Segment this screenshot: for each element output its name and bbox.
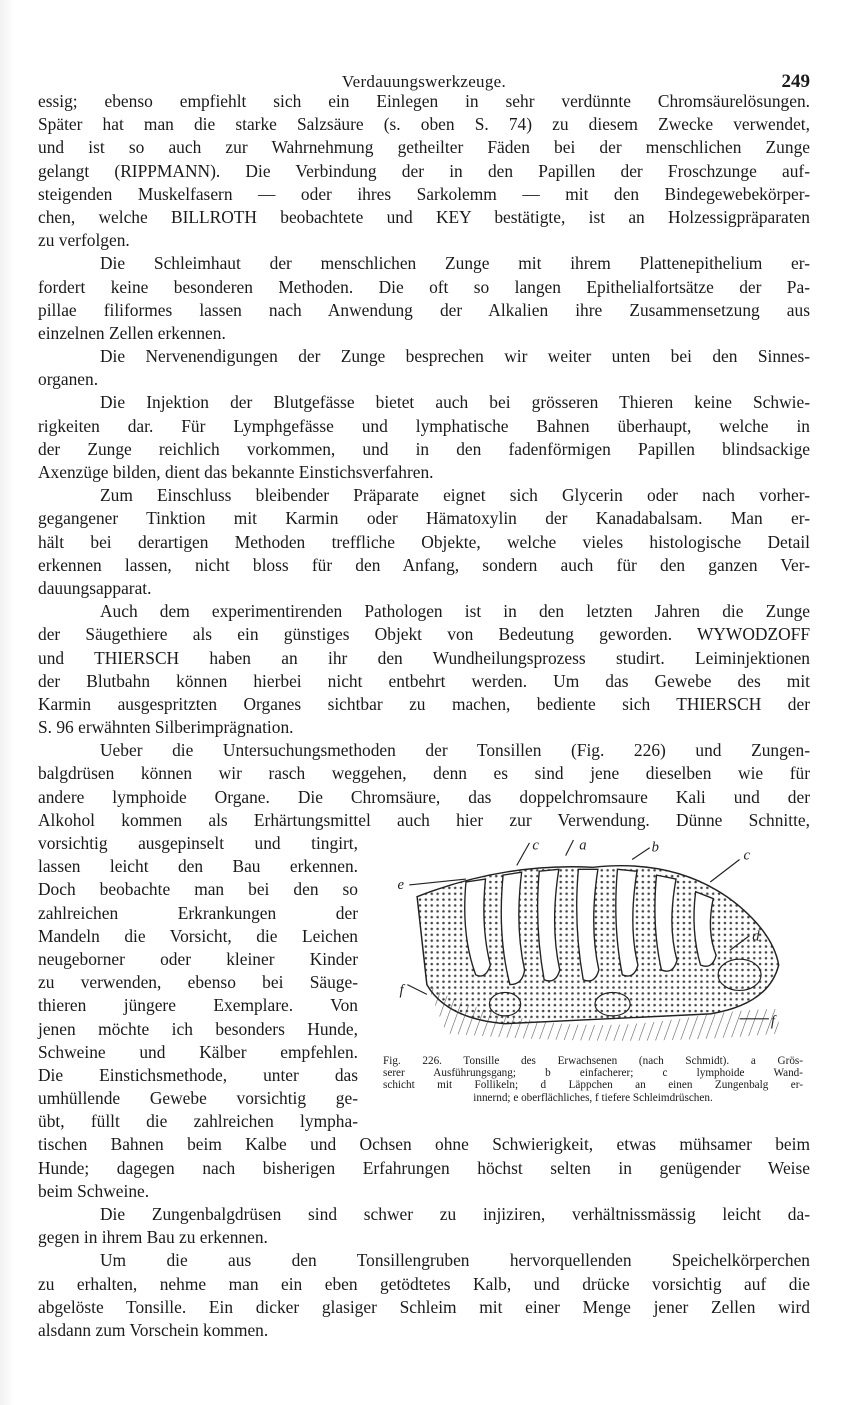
text-line: einzelnen Zellen erkennen. xyxy=(38,322,226,343)
text-line: Später hat man die starke Salzsäure (s. oben S. 74) zu diesem Zwecke verwendet, xyxy=(38,114,810,135)
text-line: erkennen lassen, nicht bloss für den Anfang, sondern auch für den ganzen Ver- xyxy=(38,554,810,575)
text-line: andere lymphoide Organe. Die Chromsäure, das doppelchromsaure Kali und der xyxy=(38,786,810,807)
text-line: der Blutbahn können hierbei nicht entbehrt werden. Um das Gewebe des mit xyxy=(38,670,810,691)
text-line: jenen möchte ich besonders Hunde, xyxy=(38,1018,358,1039)
text-line: der Zunge reichlich vorkommen, und in den fadenförmigen Papillen blindsackige xyxy=(38,438,810,459)
figure-label-e: e xyxy=(397,876,405,893)
figure-label-b: b xyxy=(651,839,659,856)
page-number: 249 xyxy=(781,71,810,92)
caption-line: serer Ausführungsgang; b einfacherer; c lymphoide Wand- xyxy=(383,1067,803,1080)
figure-label-c-right: c xyxy=(743,847,750,864)
text-block-top xyxy=(38,90,810,832)
text-line: zu verfolgen. xyxy=(38,230,130,251)
text-line: übt, füllt die zahlreichen lympha- xyxy=(38,1111,358,1132)
text-line: Schweine und Kälber empfehlen. xyxy=(38,1041,358,1062)
text-line: dauungsapparat. xyxy=(38,577,152,598)
text-line: gelangt (RIPPMANN). Die Verbindung der in den Papillen der Froschzunge auf- xyxy=(38,160,810,181)
text-line: balgdrüsen können wir rasch weggehen, denn es sind jene dieselben wie für xyxy=(38,763,810,784)
text-line: Um die aus den Tonsillengruben hervorquellenden Speichelkörperchen xyxy=(100,1250,810,1271)
scan-edge-shadow xyxy=(0,0,14,1405)
text-line: und THIERSCH haben an ihr den Wundheilungsprozess studirt. Leiminjektionen xyxy=(38,647,810,668)
text-line: zahlreichen Erkrankungen der xyxy=(38,902,358,923)
text-line: und ist so auch zur Wahrnehmung getheilter Fäden bei der menschlichen Zunge xyxy=(38,137,810,158)
text-line: gegen in ihrem Bau zu erkennen. xyxy=(38,1227,268,1248)
text-line: hält bei derartigen Methoden treffliche Objekte, welche vieles histologische Detail xyxy=(38,531,810,552)
text-line: Die Injektion der Blutgefässe bietet auch bei grösseren Thieren keine Schwie- xyxy=(100,392,810,413)
text-line: tischen Bahnen beim Kalbe und Ochsen ohne Schwierigkeit, etwas mühsamer beim xyxy=(38,1134,810,1155)
text-line: beim Schweine. xyxy=(38,1180,150,1201)
body-text xyxy=(38,90,810,1342)
text-line: neugeborner oder kleiner Kinder xyxy=(38,948,358,969)
figure-label-c-top: c xyxy=(532,838,539,854)
text-line: Karmin ausgespritzten Organes sichtbar zu machen, bediente sich THIERSCH der xyxy=(38,693,810,714)
text-line: rigkeiten dar. Für Lymphgefässe und lymphatische Bahnen überhaupt, welche in xyxy=(38,415,810,436)
text-line: Doch beobachte man bei den so xyxy=(38,879,358,900)
text-line: chen, welche BILLROTH beobachtete und KEY bestätigte, ist an Holzessigpräparaten xyxy=(38,206,810,227)
text-line: Die Nervenendigungen der Zunge besprechen wir weiter unten bei den Sinnes- xyxy=(100,346,810,367)
text-line: Die Zungenbalgdrüsen sind schwer zu injiziren, verhältnissmässig leicht da- xyxy=(100,1204,810,1224)
text-block-bottom xyxy=(38,1133,810,1342)
text-line: umhüllende Gewebe vorsichtig ge- xyxy=(38,1088,358,1109)
text-line: steigenden Muskelfasern — oder ihres Sarkolemm — mit den Bindegewebekörper- xyxy=(38,183,810,204)
text-line: organen. xyxy=(38,369,99,390)
figure-label-f-left: f xyxy=(399,982,404,999)
figure-label-d: d xyxy=(752,928,760,945)
caption-line: schicht mit Follikeln; d Läppchen an einen Zungenbalg er- xyxy=(383,1079,803,1092)
text-line: fordert keine besonderen Methoden. Die oft so langen Epithelialfortsätze der Pa- xyxy=(38,276,810,297)
text-line: S. 96 erwähnten Silberimprägnation. xyxy=(38,717,294,738)
text-line: vorsichtig ausgepinselt und tingirt, xyxy=(38,833,358,853)
figure-label-f-right: f xyxy=(770,1013,775,1030)
text-line: Axenzüge bilden, dient das bekannte Einstichsverfahren. xyxy=(38,462,434,482)
text-line: Ueber die Untersuchungsmethoden der Tonsillen (Fig. 226) und Zungen- xyxy=(100,740,810,761)
text-line: zu erhalten, nehme man ein eben getödtetes Kalb, und drücke vorsichtig auf die xyxy=(38,1273,810,1294)
text-line: Mandeln die Vorsicht, die Leichen xyxy=(38,925,358,946)
text-line: der Säugethiere als ein günstiges Objekt von Bedeutung geworden. WYWODZOFF xyxy=(38,624,810,645)
running-title: Verdauungswerkzeuge. xyxy=(341,72,507,91)
text-line: Alkohol kommen als Erhärtungsmittel auch hier zur Verwendung. Dünne Schnitte, xyxy=(38,809,810,830)
text-line: lassen leicht den Bau erkennen. xyxy=(38,856,358,877)
text-line: Die Schleimhaut der menschlichen Zunge mit ihrem Plattenepithelium er- xyxy=(100,253,810,274)
caption-line: Fig. 226. Tonsille des Erwachsenen (nach Schmidt). a Grös- xyxy=(383,1055,803,1067)
figure-label-a: a xyxy=(579,838,587,854)
text-line: Hunde; dagegen nach bisherigen Erfahrungen höchst selten in genügender Weise xyxy=(38,1157,810,1178)
text-line: Die Einstichsmethode, unter das xyxy=(38,1064,358,1085)
text-line: pillae filiformes lassen nach Anwendung der Alkalien ihre Zusammensetzung aus xyxy=(38,299,810,320)
caption-line: innernd; e oberflächliches, f tiefere Schleimdrüschen. xyxy=(473,1091,713,1104)
text-line: Auch dem experimentirenden Pathologen ist in den letzten Jahren die Zunge xyxy=(100,601,810,622)
text-line: abgelöste Tonsille. Ein dicker glasiger Schleim mit einer Menge jener Zellen wird xyxy=(38,1296,810,1317)
figure-caption xyxy=(383,1055,803,1104)
text-line: Zum Einschluss bleibender Präparate eignet sich Glycerin oder nach vorher- xyxy=(100,485,810,506)
text-line: thieren jüngere Exemplare. Von xyxy=(38,995,358,1016)
figure-226-tonsil-illustration xyxy=(383,838,803,1053)
text-line: zu verwenden, ebenso bei Säuge- xyxy=(38,972,358,993)
text-line: alsdann zum Vorschein kommen. xyxy=(38,1319,269,1340)
text-line: gegangener Tinktion mit Karmin oder Hämatoxylin der Kanadabalsam. Man er- xyxy=(38,508,810,529)
text-line: essig; ebenso empfiehlt sich ein Einlegen in sehr verdünnte Chromsäurelösungen. xyxy=(38,91,810,111)
